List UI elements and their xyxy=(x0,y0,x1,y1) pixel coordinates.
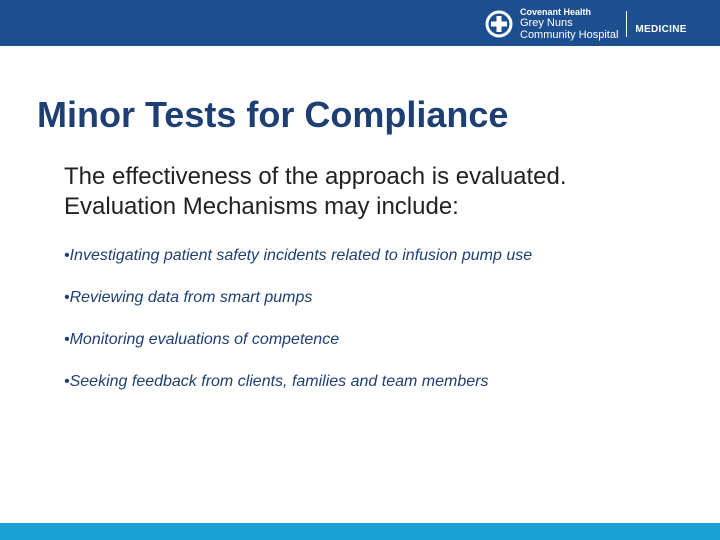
intro-line-2: Evaluation Mechanisms may include: xyxy=(64,193,459,220)
logo-text xyxy=(520,7,618,41)
logo-line-1: Covenant Health xyxy=(520,7,592,17)
logo-line-3: Community Hospital xyxy=(520,29,619,41)
hospital-logo xyxy=(484,6,687,42)
cross-in-circle-icon xyxy=(484,9,514,39)
intro-text xyxy=(64,162,694,222)
footer-bar xyxy=(0,523,720,540)
slide-title: Minor Tests for Compliance xyxy=(37,94,509,135)
header-bar xyxy=(0,0,720,46)
bullet-item: •Monitoring evaluations of competence xyxy=(64,331,340,348)
logo-department: MEDICINE xyxy=(635,23,687,35)
logo-divider xyxy=(626,11,627,37)
bullet-item: •Seeking feedback from clients, families and team members xyxy=(64,373,489,390)
bullet-list xyxy=(64,246,532,414)
logo-line-2: Grey Nuns xyxy=(520,17,573,29)
bullet-item: •Investigating patient safety incidents related to infusion pump use xyxy=(64,247,533,264)
bullet-item: •Reviewing data from smart pumps xyxy=(64,289,313,306)
intro-line-1: The effectiveness of the approach is evaluated. xyxy=(64,163,567,190)
